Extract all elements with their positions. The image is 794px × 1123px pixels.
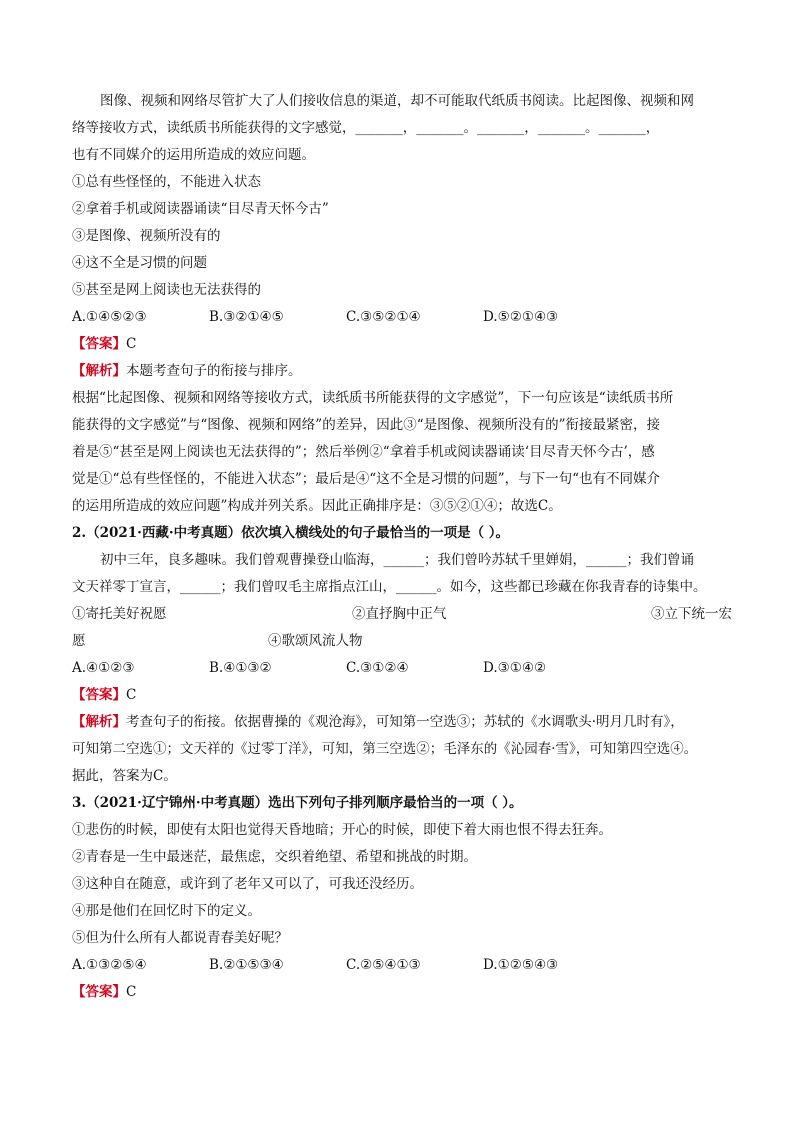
q2-option-d: D.③①④② bbox=[483, 660, 547, 676]
q1-analysis-line: 觉是①“总有些怪怪的，不能进入状态”；最后是④“这不全是习惯的问题”，与下一句“也有不同媒介 bbox=[72, 471, 661, 487]
q1-analysis-line: 根据“比起图像、视频和网络等接收方式，读纸质书所能获得的文字感觉”，下一句应该是“读纸质书所 bbox=[72, 390, 674, 406]
q1-answer bbox=[72, 331, 732, 358]
q3-option-d: D.①②⑤④③ bbox=[483, 957, 559, 973]
q3-source: （2021·辽宁锦州·中考真题） bbox=[86, 795, 269, 811]
q2-number: 2. bbox=[72, 525, 87, 541]
q3-answer bbox=[72, 979, 732, 1006]
q2-item: ①寄托美好祝愿 bbox=[72, 606, 167, 622]
q2-option-a: A.④①②③ bbox=[72, 660, 135, 676]
q3-number: 3. bbox=[72, 795, 87, 811]
q1-option-d: D.⑤②①④③ bbox=[483, 309, 559, 325]
q3-item: ①悲伤的时候，即使有太阳也觉得天昏地暗；开心的时候，即使下着大雨也恨不得去狂奔。 bbox=[72, 822, 612, 838]
q2-item: ④歌颂风流人物 bbox=[268, 633, 363, 649]
analysis-text: 考查句子的衔接。依据曹操的《观沧海》，可知第一空选③；苏轼的《水调歌头·明月几时有》， bbox=[126, 714, 684, 730]
q3-item: ③这种自在随意，或许到了老年又可以了，可我还没经历。 bbox=[72, 876, 423, 892]
q2-items-row bbox=[72, 628, 732, 655]
q2-analysis bbox=[72, 709, 732, 736]
q1-stem-line1: 图像、视频和网络尽管扩大了人们接收信息的渠道，却不可能取代纸质书阅读。比起图像、视频和网 bbox=[100, 93, 694, 109]
q1-analysis-line: 能获得的文字感觉”与“图像、视频和网络”的差异，因此③“是图像、视频所没有的”衔接最紧密，接 bbox=[72, 417, 661, 433]
q3-options bbox=[72, 952, 732, 979]
q1-analysis bbox=[72, 358, 732, 385]
q1-stem-line3: 也有不同媒介的运用所造成的效应问题。 bbox=[72, 147, 315, 163]
q1-item: ⑤甚至是网上阅读也无法获得的 bbox=[72, 282, 261, 298]
q3-header bbox=[72, 790, 732, 817]
q1-option-a: A.①④⑤②③ bbox=[72, 309, 147, 325]
q3-item: ⑤但为什么所有人都说青春美好呢？ bbox=[72, 930, 288, 946]
q3-option-b: B.②①⑤③④ bbox=[209, 957, 284, 973]
q2-options bbox=[72, 655, 732, 682]
document-page bbox=[72, 88, 732, 1006]
q2-header bbox=[72, 520, 732, 547]
q2-option-c: C.③①②④ bbox=[346, 660, 409, 676]
q2-analysis-line: 可知第二空选①；文天祥的《过零丁洋》，可知，第三空选②；毛泽东的《沁园春·雪》，可知第四空选④。 bbox=[72, 741, 698, 757]
q2-item-wrap: 愿 bbox=[72, 633, 86, 649]
q2-items-row bbox=[72, 601, 732, 628]
q1-item: ①总有些怪怪的，不能进入状态 bbox=[72, 174, 261, 190]
answer-value: C bbox=[126, 687, 137, 703]
q1-analysis-line: 着是⑤“甚至是网上阅读也无法获得的”；然后举例②“拿着手机或阅读器诵读‘目尽青天怀今古’，感 bbox=[72, 444, 655, 460]
q1-option-c: C.③⑤②①④ bbox=[346, 309, 421, 325]
q2-source: （2021·西藏·中考真题） bbox=[86, 525, 242, 541]
answer-tag: 【答案】 bbox=[72, 687, 126, 703]
q2-item: ③立下统一宏 bbox=[651, 606, 732, 622]
q2-stem-line2: 文天祥零丁宣言，______；我们曾叹毛主席指点江山，______。如今，这些都已珍藏在你我青春的诗集中。 bbox=[72, 579, 707, 595]
q1-analysis-line: 的运用所造成的效应问题”构成并列关系。因此正确排序是：③⑤②①④；故选C。 bbox=[72, 498, 562, 514]
answer-tag: 【答案】 bbox=[72, 984, 126, 1000]
q3-option-a: A.①③②⑤④ bbox=[72, 957, 147, 973]
q1-option-b: B.③②①④⑤ bbox=[209, 309, 284, 325]
q3-question: 选出下列句子排列顺序最恰当的一项（ ）。 bbox=[268, 795, 523, 811]
q1-options bbox=[72, 304, 732, 331]
q2-stem-line1: 初中三年，良多趣味。我们曾观曹操登山临海，______；我们曾吟苏轼千里婵娟，______；我们曾诵 bbox=[100, 552, 694, 568]
analysis-text: 本题考查句子的衔接与排序。 bbox=[126, 363, 302, 379]
q3-item: ②青春是一生中最迷茫，最焦虑，交织着绝望、希望和挑战的时期。 bbox=[72, 849, 477, 865]
q2-option-b: B.④①③② bbox=[209, 660, 272, 676]
q2-item: ②直抒胸中正气 bbox=[352, 606, 447, 622]
q2-answer bbox=[72, 682, 732, 709]
q2-question: 依次填入横线处的句子最恰当的一项是（ ）。 bbox=[241, 525, 510, 541]
q1-item: ④这不全是习惯的问题 bbox=[72, 255, 207, 271]
q1-item: ②拿着手机或阅读器诵读“目尽青天怀今古” bbox=[72, 201, 329, 217]
q1-item: ③是图像、视频所没有的 bbox=[72, 228, 221, 244]
q3-option-c: C.②⑤④①③ bbox=[346, 957, 421, 973]
answer-value: C bbox=[126, 984, 137, 1000]
analysis-tag: 【解析】 bbox=[72, 714, 126, 730]
answer-value: C bbox=[126, 336, 137, 352]
q2-analysis-line: 据此，答案为C。 bbox=[72, 768, 177, 784]
q1-stem-line2: 络等接收方式，读纸质书所能获得的文字感觉，_______，_______。_______，_______。_______， bbox=[72, 120, 660, 136]
analysis-tag: 【解析】 bbox=[72, 363, 126, 379]
q3-item: ④那是他们在回忆时下的定义。 bbox=[72, 903, 261, 919]
answer-tag: 【答案】 bbox=[72, 336, 126, 352]
